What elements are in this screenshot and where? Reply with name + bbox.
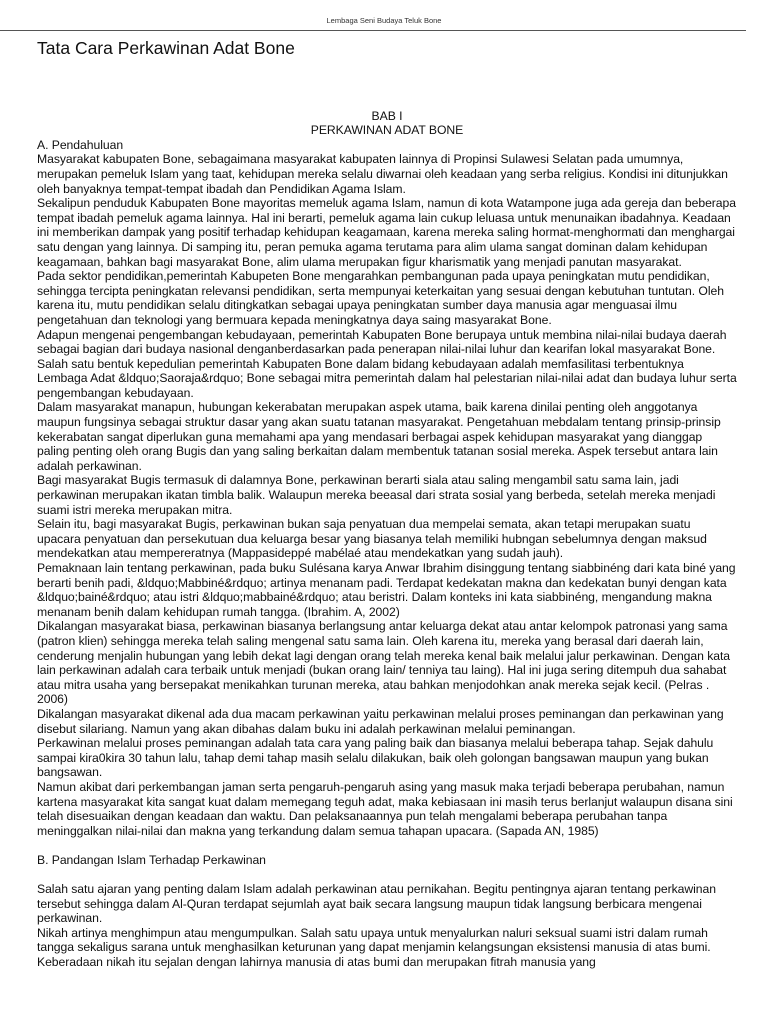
- paragraph: Dikalangan masyarakat biasa, perkawinan biasanya berlangsung antar keluarga dekat atau antar kelompok patronasi yang sama (patron klien) sehingga mereka telah saling mengenal satu sama lain. Oleh karena itu, mereka yang berasal dari daerah lain, cenderung menjalin hubungan yang lebih dekat lagi dengan orang telah mereka kenal baik melalui jalur perkawinan. Dengan kata lain perkawinan adalah cara terbaik untuk menjadi (bukan orang lain/ tenniya tau laing). Hal ini juga sering ditempuh dua sahabat atau mitra usaha yang bersepakat menikahkan turunan mereka, atau bahkan menjodohkan anak mereka sejak kecil. (Pelras . 2006): [37, 619, 731, 707]
- paragraph: Namun akibat dari perkembangan jaman serta pengaruh-pengaruh asing yang masuk maka terjadi beberapa perubahan, namun kartena masyarakat kita sangat kuat dalam memegang teguh adat, maka kebiasaan ini masih terus berlanjut walaupun disana sini telah disesuaikan dengan keadaan dan waktu. Dan pelaksanaannya pun telah mengalami beberapa perubahan tanpa meninggalkan nilai-nilai dan makna yang terkandung dalam semua tahapan upacara. (Sapada AN, 1985): [37, 779, 733, 838]
- paragraph: Selain itu, bagi masyarakat Bugis, perkawinan bukan saja penyatuan dua mempelai semata, akan tetapi merupakan suatu upacara penyatuan dan persekutuan dua keluarga besar yang biasanya telah memiliki hubngan sebelumnya dengan maksud mendekatkan atau mempereratnya (Mappasideppé mabélaé atau mendekatkan yang sudah jauh).: [37, 517, 707, 561]
- document-body: [37, 94, 737, 970]
- paragraph: Salah satu ajaran yang penting dalam Islam adalah perkawinan atau pernikahan. Begitu pentingnya ajaran tentang perkawinan tersebut sehingga dalam Al-Quran terdapat sejumlah ayat baik secara langsung maupun tidak langsung berbicara mengenai perkawinan.: [37, 882, 716, 926]
- section-heading-pandangan-islam: B. Pandangan Islam Terhadap Perkawinan: [37, 852, 266, 867]
- document-title: Tata Cara Perkawinan Adat Bone: [37, 38, 295, 58]
- paragraph: Dikalangan masyarakat dikenal ada dua macam perkawinan yaitu perkawinan melalui proses peminangan dan perkawinan yang disebut silariang. Namun yang akan dibahas dalam buku ini adalah perkawinan melalui peminangan.: [37, 706, 724, 736]
- paragraph: Sekalipun penduduk Kabupaten Bone mayoritas memeluk agama Islam, namun di kota Watampone juga ada gereja dan beberapa tempat ibadah pemeluk agama lainnya. Hal ini berarti, pemeluk agama lain cukup leluasa untuk menunaikan ibadahnya. Keadaan ini memberikan dampak yang positif terhadap kehidupan keagamaan, karena mereka saling hormat-menghormati dan menghargai satu dengan yang lainnya. Di samping itu, peran pemuka agama terutama para alim ulama sangat dominan dalam kehidupan keagamaan, bahkan bagi masyarakat Bone, alim ulama merupakan figur kharismatik yang menjadi panutan masyarakat.: [37, 196, 736, 269]
- paragraph: Perkawinan melalui proses peminangan adalah tata cara yang paling baik dan biasanya melalui beberapa tahap. Sejak dahulu sampai kira0kira 30 tahun lalu, tahap demi tahap masih selalu dilakukan, baik oleh golongan bangsawan maupun yang bukan bangsawan.: [37, 736, 714, 780]
- paragraph: Dalam masyarakat manapun, hubungan kekerabatan merupakan aspek utama, baik karena dinilai penting oleh anggotanya maupun fungsinya sebagai struktur dasar yang akan suatu tatanan masyarakat. Pengetahuan mebdalam tentang prinsip-prinsip kekerabatan sangat diperlukan guna memahami apa yang mendasari berbagai aspek kehidupan masyarakat yang dianggap paling penting oleh orang Bugis dan yang saling berkaitan dalam membentuk tatanan sosial mereka. Aspek tersebut antara lain adalah perkawinan.: [37, 400, 721, 473]
- paragraph: Masyarakat kabupaten Bone, sebagaimana masyarakat kabupaten lainnya di Propinsi Sulawesi Selatan pada umumnya, merupakan pemeluk Islam yang taat, kehidupan mereka selalu diwarnai oleh keadaan yang serba religius. Kondisi ini ditunjukkan oleh banyaknya tempat-tempat ibadah dan Pendidikan Agama Islam.: [37, 152, 728, 196]
- paragraph: Pemaknaan lain tentang perkawinan, pada buku Sulésana karya Anwar Ibrahim disinggung tentang siabbinéng dari kata biné yang berarti benih padi, &ldquo;Mabbiné&rdquo; artinya menanam padi. Terdapat kedekatan makna dan kedekatan bunyi dengan kata &ldquo;bainé&rdquo; atau istri &ldquo;mabbainé&rdquo; atau beristri. Dalam konteks ini kata siabbinéng, mengandung makna menanam benih dalam kehidupan rumah tangga. (Ibrahim. A, 2002): [37, 561, 736, 619]
- section-heading-pendahuluan: A. Pendahuluan: [37, 137, 124, 152]
- running-header: Lembaga Seni Budaya Teluk Bone: [326, 16, 442, 25]
- paragraph: Nikah artinya menghimpun atau mengumpulkan. Salah satu upaya untuk menyalurkan naluri seksual suami istri dalam rumah tangga sekaligus sarana untuk menghasilkan keturunan yang dapat menjamin kelangsungan eksistensi manusia di atas bumi. Keberadaan nikah itu sejalan dengan lahirnya manusia di atas bumi dan merupakan fitrah manusia yang: [37, 925, 711, 970]
- paragraph: Pada sektor pendidikan,pemerintah Kabupeten Bone mengarahkan pembangunan pada upaya peningkatan mutu pendidikan, sehingga tercipta peningkatan relevansi pendidikan, serta mempunyai keterkaitan yang sesuai dengan kebutuhan tuntutan. Oleh karena itu, mutu pendidikan selalu ditingkatkan sebagai upaya peningkatan sumber daya manusia agar menguasai ilmu pengetahuan dan teknologi yang bermuara kepada meningkatnya daya saing masyarakat Bone.: [37, 269, 724, 327]
- spacer: [37, 867, 737, 882]
- paragraph: Adapun mengenai pengembangan kebudayaan, pemerintah Kabupaten Bone berupaya untuk membina nilai-nilai budaya daerah sebagai bagian dari budaya nasional denganberdasarkan pada penerapan nilai-nilai luhur dan kearifan lokal masyarakat Bone.: [37, 327, 727, 357]
- spacer: [37, 838, 737, 853]
- paragraph: Salah satu bentuk kepedulian pemerintah Kabupaten Bone dalam bidang kebudayaan adalah memfasilitasi terbentuknya Lembaga Adat &ldquo;Saoraja&rdquo; Bone sebagai mitra pemerintah dalam hal pelestarian nilai-nilai adat dan budaya luhur serta pengembangan kebudayaan.: [37, 356, 737, 400]
- chapter-label: BAB I: [371, 108, 403, 123]
- paragraph: Bagi masyarakat Bugis termasuk di dalamnya Bone, perkawinan berarti siala atau saling mengambil satu sama lain, jadi perkawinan merupakan ikatan timbla balik. Walaupun mereka beeasal dari strata sosial yang berbeda, setelah mereka menjadi suami istri mereka merupakan mitra.: [37, 473, 716, 517]
- chapter-title: PERKAWINAN ADAT BONE: [310, 123, 464, 138]
- spacer: [37, 94, 737, 109]
- header-divider: [0, 30, 746, 31]
